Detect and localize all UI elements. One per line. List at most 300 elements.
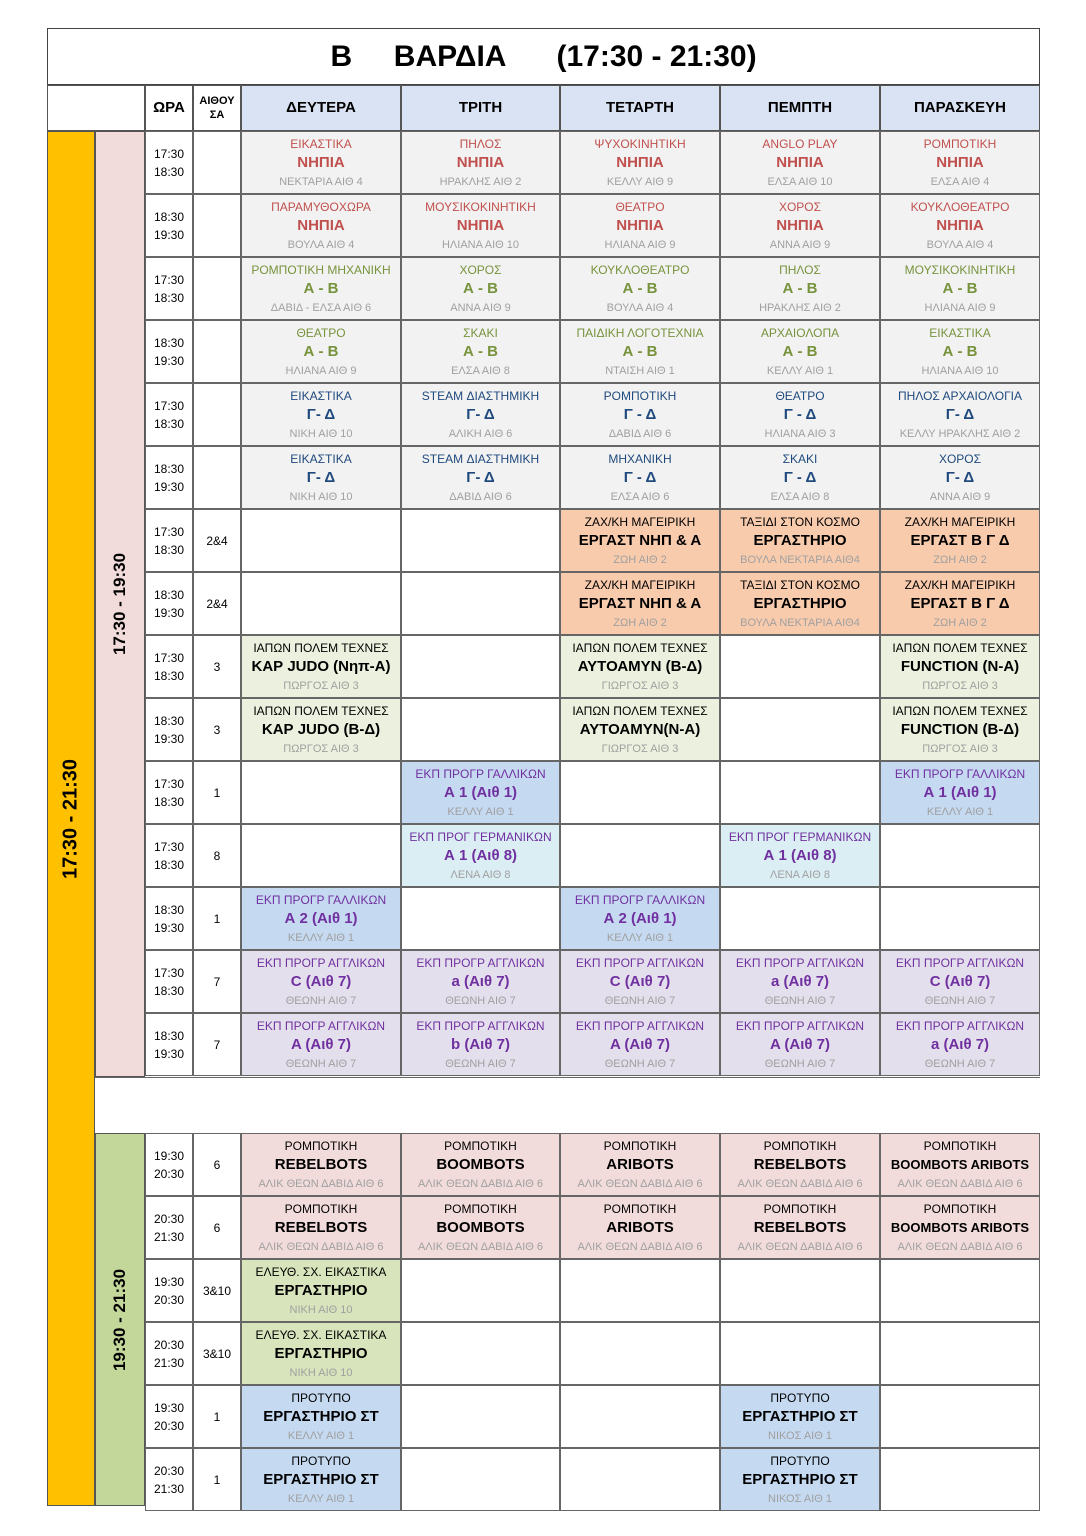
teacher-room: ΘΕΩΝΗ ΑΙΘ 7 bbox=[285, 1057, 357, 1070]
class-cell bbox=[401, 1196, 560, 1259]
empty-cell bbox=[401, 635, 560, 698]
class-group: ΕΡΓΑΣΤ Β Γ Δ bbox=[910, 531, 1010, 549]
class-group: Γ - Δ bbox=[783, 405, 817, 423]
class-cell bbox=[720, 383, 880, 446]
activity-name: ΕΚΠ ΠΡΟΓΡ ΑΓΓΛΙΚΩΝ bbox=[416, 1018, 545, 1033]
class-group: Α - Β bbox=[303, 279, 339, 297]
end-time: 20:30 bbox=[153, 1292, 185, 1307]
class-group: FUNCTION (N-A) bbox=[900, 657, 1020, 675]
activity-name: ΡΟΜΠΟΤΙΚΗ bbox=[603, 388, 677, 403]
room-cell bbox=[193, 194, 241, 257]
class-cell bbox=[401, 950, 560, 1013]
teacher-room: ΑΛΙΚ ΘΕΩΝ ΔΑΒΙΔ ΑΙΘ 6 bbox=[258, 1177, 384, 1190]
class-group: Γ- Δ bbox=[306, 405, 336, 423]
activity-name: ΖΑΧ/ΚΗ ΜΑΓΕΙΡΙΚΗ bbox=[904, 577, 1016, 592]
activity-name: ΧΟΡΟΣ bbox=[778, 199, 822, 214]
class-group: C (Αιθ 7) bbox=[609, 972, 671, 990]
activity-name: ΣΚΑΚΙ bbox=[463, 325, 498, 340]
class-group: b (Αιθ 7) bbox=[451, 1035, 510, 1053]
class-group: Α 1 (Αιθ 1) bbox=[443, 783, 518, 801]
class-group: Α - Β bbox=[942, 279, 978, 297]
class-cell bbox=[720, 446, 880, 509]
class-cell bbox=[880, 698, 1040, 761]
activity-name: ΕΚΠ ΠΡΟΓΡ ΑΓΓΛΙΚΩΝ bbox=[575, 955, 705, 970]
activity-name: ΕΚΠ ΠΡΟΓΡ ΑΓΓΛΙΚΩΝ bbox=[256, 955, 386, 970]
class-cell bbox=[241, 950, 401, 1013]
empty-cell bbox=[720, 698, 880, 761]
class-cell bbox=[401, 761, 560, 824]
start-time: 18:30 bbox=[153, 209, 185, 224]
start-time: 20:30 bbox=[153, 1337, 185, 1352]
class-group: ΑΥΤΟΑΜΥΝ (Β-Δ) bbox=[577, 657, 703, 675]
class-group: Α 1 (Αιθ 8) bbox=[443, 846, 518, 864]
activity-name: ΕΚΠ ΠΡΟΓΡ ΑΓΓΛΙΚΩΝ bbox=[735, 955, 865, 970]
room-cell: 3 bbox=[193, 698, 241, 761]
end-time: 18:30 bbox=[153, 857, 185, 872]
class-group: Α - Β bbox=[782, 342, 818, 360]
header-day: ΠΕΜΠΤΗ bbox=[720, 85, 880, 131]
teacher-room: ΔΑΒΙΔ - ΕΛΣΑ ΑΙΘ 6 bbox=[270, 301, 372, 314]
empty-cell bbox=[560, 824, 720, 887]
room-cell bbox=[193, 257, 241, 320]
teacher-room: ΚΕΛΛΥ ΑΙΘ 1 bbox=[287, 1429, 355, 1442]
activity-name: ΕΚΠ ΠΡΟΓΡ ΑΓΓΛΙΚΩΝ bbox=[895, 1018, 1025, 1033]
activity-name: ΠΗΛΟΣ bbox=[459, 136, 502, 151]
teacher-room: ΑΛΙΚ ΘΕΩΝ ΔΑΒΙΔ ΑΙΘ 6 bbox=[737, 1240, 863, 1253]
start-time: 17:30 bbox=[153, 398, 185, 413]
teacher-room: ΠΩΡΓΟΣ ΑΙΘ 3 bbox=[922, 742, 998, 755]
activity-name: ΠΡΟΤΥΠΟ bbox=[770, 1453, 830, 1468]
teacher-room: ΒΟΥΛΑ ΑΙΘ 4 bbox=[287, 238, 355, 251]
activity-name: ΠΑΡΑΜΥΘΟΧΩΡΑ bbox=[271, 199, 371, 214]
class-cell bbox=[880, 131, 1040, 194]
teacher-room: ΘΕΩΝΗ ΑΙΘ 7 bbox=[604, 1057, 676, 1070]
empty-cell bbox=[880, 824, 1040, 887]
activity-name: STEAM ΔΙΑΣΤΗΜΙΚΗ bbox=[421, 451, 540, 466]
teacher-room: ΛΕΝΑ ΑΙΘ 8 bbox=[770, 868, 830, 881]
activity-name: ΙΑΠΩΝ ΠΟΛΕΜ ΤΕΧΝΕΣ bbox=[892, 703, 1028, 718]
class-group: C (Αιθ 7) bbox=[929, 972, 991, 990]
teacher-room: ΗΡΑΚΛΗΣ ΑΙΘ 2 bbox=[439, 175, 522, 188]
class-cell bbox=[241, 698, 401, 761]
teacher-room: ΑΛΙΚ ΘΕΩΝ ΔΑΒΙΔ ΑΙΘ 6 bbox=[897, 1177, 1023, 1190]
room-cell: 1 bbox=[193, 1385, 241, 1448]
class-cell bbox=[241, 320, 401, 383]
activity-name: ΕΚΠ ΠΡΟΓΡ ΑΓΓΛΙΚΩΝ bbox=[895, 955, 1025, 970]
teacher-room: ΝΙΚΟΣ ΑΙΘ 1 bbox=[768, 1429, 832, 1442]
class-cell bbox=[880, 950, 1040, 1013]
class-group: A (Αιθ 7) bbox=[609, 1035, 671, 1053]
room-cell bbox=[193, 131, 241, 194]
class-cell bbox=[560, 383, 720, 446]
class-group: A (Αιθ 7) bbox=[290, 1035, 352, 1053]
class-cell bbox=[401, 1133, 560, 1196]
teacher-room: ΗΛΙΑΝΑ ΑΙΘ 3 bbox=[764, 427, 836, 440]
class-cell bbox=[880, 446, 1040, 509]
empty-cell bbox=[880, 1322, 1040, 1385]
activity-name: ΤΑΞΙΔΙ ΣΤΟΝ ΚΟΣΜΟ bbox=[740, 577, 860, 592]
room-cell bbox=[193, 320, 241, 383]
class-group: Γ- Δ bbox=[945, 405, 975, 423]
activity-name: ΨΥΧΟΚΙΝΗΤΙΚΗ bbox=[594, 136, 686, 151]
start-time: 19:30 bbox=[153, 1148, 185, 1163]
activity-name: ΠΗΛΟΣ ΑΡΧΑΙΟΛΟΓΙΑ bbox=[897, 388, 1023, 403]
activity-name: ΕΚΠ ΠΡΟΓ ΓΕΡΜΑΝΙΚΩΝ bbox=[728, 829, 872, 844]
time-cell bbox=[145, 320, 193, 383]
class-group: ΕΡΓΑΣΤΗΡΙΟ ΣΤ bbox=[263, 1470, 379, 1488]
teacher-room: ΕΛΣΑ ΑΙΘ 4 bbox=[930, 175, 990, 188]
teacher-room: ΑΛΙΚΗ ΑΙΘ 6 bbox=[448, 427, 513, 440]
time-cell bbox=[145, 194, 193, 257]
activity-name: ΙΑΠΩΝ ΠΟΛΕΜ ΤΕΧΝΕΣ bbox=[572, 640, 708, 655]
empty-cell bbox=[880, 1448, 1040, 1511]
activity-name: ΕΚΠ ΠΡΟΓΡ ΓΑΛΛΙΚΩΝ bbox=[255, 892, 387, 907]
empty-cell bbox=[401, 1448, 560, 1511]
activity-name: ΙΑΠΩΝ ΠΟΛΕΜ ΤΕΧΝΕΣ bbox=[253, 703, 389, 718]
class-group: Α - Β bbox=[622, 342, 658, 360]
class-cell bbox=[241, 1013, 401, 1076]
class-group: ΝΗΠΙΑ bbox=[456, 153, 505, 171]
empty-cell bbox=[401, 1322, 560, 1385]
empty-cell bbox=[241, 572, 401, 635]
header-day: ΤΕΤΑΡΤΗ bbox=[560, 85, 720, 131]
activity-name: ΕΙΚΑΣΤΙΚΑ bbox=[290, 451, 352, 466]
class-cell bbox=[720, 509, 880, 572]
class-group: Γ - Δ bbox=[623, 405, 657, 423]
class-group: ΕΡΓΑΣΤΗΡΙΟ bbox=[274, 1281, 368, 1299]
class-group: Γ - Δ bbox=[783, 468, 817, 486]
time-cell bbox=[145, 1322, 193, 1385]
teacher-room: ΚΕΛΛΥ ΑΙΘ 1 bbox=[447, 805, 514, 818]
activity-name: ΘΕΑΤΡΟ bbox=[296, 325, 346, 340]
class-cell bbox=[880, 257, 1040, 320]
activity-name: ΡΟΜΠΟΤΙΚΗ bbox=[444, 1201, 517, 1216]
teacher-room: ΝΙΚΗ ΑΙΘ 10 bbox=[289, 1366, 353, 1379]
teacher-room: ΝΙΚΗ ΑΙΘ 10 bbox=[289, 1303, 353, 1316]
activity-name: ΖΑΧ/ΚΗ ΜΑΓΕΙΡΙΚΗ bbox=[584, 514, 696, 529]
teacher-room: ΘΕΩΝΗ ΑΙΘ 7 bbox=[445, 1057, 516, 1070]
class-cell bbox=[401, 257, 560, 320]
class-group: ΕΡΓΑΣΤ ΝΗΠ & Α bbox=[578, 594, 702, 612]
class-group: a (Αιθ 7) bbox=[451, 972, 510, 990]
class-cell bbox=[720, 1385, 880, 1448]
class-group: C (Αιθ 7) bbox=[290, 972, 352, 990]
class-group: ΝΗΠΙΑ bbox=[297, 216, 345, 234]
class-cell bbox=[720, 257, 880, 320]
teacher-room: ΖΩΗ ΑΙΘ 2 bbox=[613, 553, 667, 566]
start-time: 17:30 bbox=[153, 839, 185, 854]
class-cell bbox=[560, 194, 720, 257]
class-group: ΑΥΤΟΑΜΥΝ(Ν-Α) bbox=[579, 720, 701, 738]
teacher-room: ΘΕΩΝΗ ΑΙΘ 7 bbox=[604, 994, 676, 1007]
end-time: 19:30 bbox=[153, 353, 185, 368]
end-time: 18:30 bbox=[153, 794, 185, 809]
class-cell bbox=[401, 446, 560, 509]
class-cell bbox=[241, 1259, 401, 1322]
teacher-room: ΚΕΛΛΥ ΑΙΘ 1 bbox=[766, 364, 834, 377]
activity-name: ΠΡΟΤΥΠΟ bbox=[770, 1390, 830, 1405]
empty-cell bbox=[720, 761, 880, 824]
teacher-room: ΕΛΣΑ ΑΙΘ 6 bbox=[610, 490, 670, 503]
teacher-room: ΒΟΥΛΑ ΝΕΚΤΑΡΙΑ ΑΙΘ4 bbox=[740, 553, 860, 566]
class-group: REBELBOTS bbox=[274, 1155, 368, 1173]
empty-cell bbox=[401, 572, 560, 635]
time-cell bbox=[145, 1133, 193, 1196]
empty-cell bbox=[560, 761, 720, 824]
teacher-room: ΓΙΩΡΓΟΣ ΑΙΘ 3 bbox=[601, 742, 679, 755]
class-cell bbox=[560, 131, 720, 194]
class-cell bbox=[241, 446, 401, 509]
class-group: ΕΡΓΑΣΤ Β Γ Δ bbox=[910, 594, 1010, 612]
class-cell bbox=[560, 509, 720, 572]
class-cell bbox=[880, 1133, 1040, 1196]
class-group: REBELBOTS bbox=[753, 1155, 847, 1173]
class-group: Α 1 (Αιθ 8) bbox=[763, 846, 837, 864]
start-time: 18:30 bbox=[153, 902, 185, 917]
teacher-room: ΝΤΑΙΣΗ ΑΙΘ 1 bbox=[605, 364, 675, 377]
teacher-room: ΚΕΛΛΥ ΑΙΘ 1 bbox=[606, 931, 674, 944]
room-cell: 3&10 bbox=[193, 1322, 241, 1385]
empty-cell bbox=[560, 1448, 720, 1511]
class-group: A (Αιθ 7) bbox=[769, 1035, 831, 1053]
class-group: BOOMBOTS bbox=[436, 1155, 525, 1173]
time-cell bbox=[145, 572, 193, 635]
class-group: ΝΗΠΙΑ bbox=[616, 153, 664, 171]
activity-name: ANGLO PLAY bbox=[762, 136, 838, 151]
empty-cell bbox=[880, 1385, 1040, 1448]
activity-name: ΠΡΟΤΥΠΟ bbox=[291, 1390, 351, 1405]
teacher-room: ΝΕΚΤΑΡΙΑ ΑΙΘ 4 bbox=[279, 175, 363, 188]
class-cell bbox=[880, 1196, 1040, 1259]
end-time: 19:30 bbox=[153, 731, 185, 746]
end-time: 20:30 bbox=[153, 1418, 185, 1433]
activity-name: ΙΑΠΩΝ ΠΟΛΕΜ ΤΕΧΝΕΣ bbox=[572, 703, 708, 718]
class-cell bbox=[720, 950, 880, 1013]
class-cell bbox=[880, 572, 1040, 635]
empty-cell bbox=[241, 824, 401, 887]
teacher-room: ΗΡΑΚΛΗΣ ΑΙΘ 2 bbox=[759, 301, 841, 314]
empty-cell bbox=[401, 698, 560, 761]
activity-name: ΠΑΙΔΙΚΗ ΛΟΓΟΤΕΧΝΙΑ bbox=[576, 325, 704, 340]
class-cell bbox=[401, 824, 560, 887]
class-group: Α - Β bbox=[622, 279, 658, 297]
class-group: ΚΑΡ JUDO (Νηπ-Α) bbox=[251, 657, 391, 675]
teacher-room: ΑΛΙΚ ΘΕΩΝ ΔΑΒΙΔ ΑΙΘ 6 bbox=[737, 1177, 863, 1190]
time-cell bbox=[145, 131, 193, 194]
class-group: ΝΗΠΙΑ bbox=[616, 216, 664, 234]
room-cell: 1 bbox=[193, 887, 241, 950]
room-cell: 1 bbox=[193, 1448, 241, 1511]
teacher-room: ΘΕΩΝΗ ΑΙΘ 7 bbox=[285, 994, 357, 1007]
teacher-room: ΒΟΥΛΑ ΝΕΚΤΑΡΙΑ ΑΙΘ4 bbox=[740, 616, 860, 629]
activity-name: ΠΗΛΟΣ bbox=[779, 262, 821, 277]
teacher-room: ΘΕΩΝΗ ΑΙΘ 7 bbox=[445, 994, 516, 1007]
class-cell bbox=[401, 131, 560, 194]
class-cell bbox=[241, 1385, 401, 1448]
class-cell bbox=[241, 257, 401, 320]
activity-name: ΡΟΜΠΟΤΙΚΗ bbox=[923, 1138, 997, 1153]
time-cell bbox=[145, 1385, 193, 1448]
activity-name: ΘΕΑΤΡΟ bbox=[615, 199, 665, 214]
start-time: 18:30 bbox=[153, 713, 185, 728]
room-cell: 2&4 bbox=[193, 509, 241, 572]
class-cell bbox=[241, 1196, 401, 1259]
empty-cell bbox=[720, 1322, 880, 1385]
class-cell bbox=[880, 761, 1040, 824]
activity-name: ΣΚΑΚΙ bbox=[782, 451, 818, 466]
teacher-room: ΑΛΙΚ ΘΕΩΝ ΔΑΒΙΔ ΑΙΘ 6 bbox=[417, 1240, 544, 1253]
class-cell bbox=[241, 131, 401, 194]
teacher-room: ΛΕΝΑ ΑΙΘ 8 bbox=[450, 868, 511, 881]
time-cell bbox=[145, 635, 193, 698]
class-group: ΕΡΓΑΣΤ ΝΗΠ & Α bbox=[578, 531, 702, 549]
teacher-room: ΗΛΙΑΝΑ ΑΙΘ 9 bbox=[604, 238, 676, 251]
end-time: 21:30 bbox=[153, 1481, 185, 1496]
class-cell bbox=[880, 194, 1040, 257]
activity-name: ΡΟΜΠΟΤΙΚΗ bbox=[763, 1138, 837, 1153]
empty-cell bbox=[560, 1322, 720, 1385]
class-cell bbox=[560, 950, 720, 1013]
room-cell: 7 bbox=[193, 1013, 241, 1076]
class-cell bbox=[560, 1196, 720, 1259]
class-cell bbox=[720, 824, 880, 887]
start-time: 18:30 bbox=[153, 461, 185, 476]
class-group: ARIBOTS bbox=[606, 1218, 674, 1236]
activity-name: ΙΑΠΩΝ ΠΟΛΕΜ ΤΕΧΝΕΣ bbox=[892, 640, 1028, 655]
end-time: 19:30 bbox=[153, 605, 185, 620]
period-band-label: 19:30 - 21:30 bbox=[110, 1268, 129, 1371]
header-time: ΩΡΑ bbox=[145, 85, 193, 131]
class-group: Γ- Δ bbox=[945, 468, 975, 486]
room-cell: 8 bbox=[193, 824, 241, 887]
start-time: 17:30 bbox=[153, 146, 185, 161]
activity-name: ΕΚΠ ΠΡΟΓΡ ΓΑΛΛΙΚΩΝ bbox=[415, 766, 546, 781]
start-time: 19:30 bbox=[153, 1274, 185, 1289]
activity-name: ΡΟΜΠΟΤΙΚΗ bbox=[763, 1201, 837, 1216]
teacher-room: ΚΕΛΛΥ ΑΙΘ 9 bbox=[606, 175, 674, 188]
empty-cell bbox=[560, 1385, 720, 1448]
class-cell bbox=[720, 1448, 880, 1511]
teacher-room: ΚΕΛΛΥ ΑΙΘ 1 bbox=[287, 931, 355, 944]
time-cell bbox=[145, 509, 193, 572]
activity-name: ΜΗΧΑΝΙΚΗ bbox=[608, 451, 672, 466]
teacher-room: ΝΙΚΗ ΑΙΘ 10 bbox=[289, 490, 353, 503]
activity-name: ΡΟΜΠΟΤΙΚΗ bbox=[603, 1201, 677, 1216]
teacher-room: ΠΩΡΓΟΣ ΑΙΘ 3 bbox=[283, 679, 359, 692]
activity-name: ΠΡΟΤΥΠΟ bbox=[291, 1453, 351, 1468]
teacher-room: ΖΩΗ ΑΙΘ 2 bbox=[933, 553, 987, 566]
activity-name: STEAM ΔΙΑΣΤΗΜΙΚΗ bbox=[421, 388, 540, 403]
class-cell bbox=[241, 1322, 401, 1385]
start-time: 17:30 bbox=[153, 524, 185, 539]
end-time: 18:30 bbox=[153, 668, 185, 683]
empty-cell bbox=[560, 1259, 720, 1322]
empty-cell bbox=[241, 761, 401, 824]
empty-cell bbox=[401, 1259, 560, 1322]
end-time: 19:30 bbox=[153, 227, 185, 242]
teacher-room: ΘΕΩΝΗ ΑΙΘ 7 bbox=[924, 1057, 996, 1070]
activity-name: ΡΟΜΠΟΤΙΚΗ bbox=[284, 1201, 358, 1216]
start-time: 17:30 bbox=[153, 965, 185, 980]
teacher-room: ΑΛΙΚ ΘΕΩΝ ΔΑΒΙΔ ΑΙΘ 6 bbox=[577, 1177, 703, 1190]
end-time: 18:30 bbox=[153, 290, 185, 305]
activity-name: ΕΚΠ ΠΡΟΓΡ ΓΑΛΛΙΚΩΝ bbox=[894, 766, 1026, 781]
empty-cell bbox=[241, 509, 401, 572]
teacher-room: ΖΩΗ ΑΙΘ 2 bbox=[613, 616, 667, 629]
time-cell bbox=[145, 950, 193, 1013]
time-cell bbox=[145, 446, 193, 509]
header-blank bbox=[47, 85, 145, 131]
class-cell bbox=[880, 509, 1040, 572]
activity-name: ΚΟΥΚΛΟΘΕΑΤΡΟ bbox=[910, 199, 1010, 214]
class-group: ΕΡΓΑΣΤΗΡΙΟ ΣΤ bbox=[263, 1407, 379, 1425]
end-time: 19:30 bbox=[153, 479, 185, 494]
class-cell bbox=[720, 1013, 880, 1076]
room-cell: 3&10 bbox=[193, 1259, 241, 1322]
activity-name: ΖΑΧ/ΚΗ ΜΑΓΕΙΡΙΚΗ bbox=[904, 514, 1016, 529]
room-cell bbox=[193, 446, 241, 509]
class-cell bbox=[720, 131, 880, 194]
teacher-room: ΑΛΙΚ ΘΕΩΝ ΔΑΒΙΔ ΑΙΘ 6 bbox=[417, 1177, 544, 1190]
header-day: ΔΕΥΤΕΡΑ bbox=[241, 85, 401, 131]
activity-name: ΜΟΥΣΙΚΟΚΙΝΗΤΙΚΗ bbox=[904, 262, 1016, 277]
period-band bbox=[95, 131, 145, 1077]
activity-name: ΤΑΞΙΔΙ ΣΤΟΝ ΚΟΣΜΟ bbox=[740, 514, 860, 529]
class-cell bbox=[560, 320, 720, 383]
teacher-room: ΕΛΣΑ ΑΙΘ 8 bbox=[770, 490, 830, 503]
end-time: 21:30 bbox=[153, 1355, 185, 1370]
class-group: Α - Β bbox=[463, 279, 498, 297]
teacher-room: ΠΩΡΓΟΣ ΑΙΘ 3 bbox=[922, 679, 998, 692]
activity-name: ΕΚΠ ΠΡΟΓΡ ΓΑΛΛΙΚΩΝ bbox=[574, 892, 706, 907]
teacher-room: ΑΝΝΑ ΑΙΘ 9 bbox=[450, 301, 511, 314]
class-cell bbox=[560, 257, 720, 320]
activity-name: ΕΛΕΥΘ. ΣΧ. ΕΙΚΑΣΤΙΚΑ bbox=[255, 1327, 387, 1342]
header-day: ΤΡΙΤΗ bbox=[401, 85, 560, 131]
class-cell bbox=[560, 698, 720, 761]
class-cell bbox=[720, 1196, 880, 1259]
class-group: Α - Β bbox=[303, 342, 339, 360]
start-time: 17:30 bbox=[153, 272, 185, 287]
room-cell bbox=[193, 383, 241, 446]
class-group: ΚΑΡ JUDO (Β-Δ) bbox=[261, 720, 381, 738]
class-cell bbox=[560, 887, 720, 950]
teacher-room: ΚΕΛΛΥ ΗΡΑΚΛΗΣ ΑΙΘ 2 bbox=[899, 427, 1021, 440]
activity-name: ΡΟΜΠΟΤΙΚΗ ΜΗΧΑΝΙΚΗ bbox=[251, 262, 391, 277]
activity-name: ΕΚΠ ΠΡΟΓΡ ΑΓΓΛΙΚΩΝ bbox=[735, 1018, 865, 1033]
activity-name: ΕΙΚΑΣΤΙΚΑ bbox=[929, 325, 991, 340]
activity-name: ΜΟΥΣΙΚΟΚΙΝΗΤΙΚΗ bbox=[425, 199, 536, 214]
class-group: Α - Β bbox=[782, 279, 818, 297]
teacher-room: ΕΛΣΑ ΑΙΘ 8 bbox=[451, 364, 510, 377]
empty-cell bbox=[401, 1385, 560, 1448]
start-time: 20:30 bbox=[153, 1463, 185, 1478]
activity-name: ΘΕΑΤΡΟ bbox=[775, 388, 825, 403]
empty-cell bbox=[720, 635, 880, 698]
outer-band-label: 17:30 - 21:30 bbox=[59, 758, 82, 879]
class-group: Γ- Δ bbox=[306, 468, 336, 486]
class-cell bbox=[241, 887, 401, 950]
class-group: ΕΡΓΑΣΤΗΡΙΟ bbox=[274, 1344, 368, 1362]
class-cell bbox=[241, 194, 401, 257]
class-group: ΕΡΓΑΣΤΗΡΙΟ bbox=[753, 594, 847, 612]
class-cell bbox=[241, 383, 401, 446]
teacher-room: ΘΕΩΝΗ ΑΙΘ 7 bbox=[764, 994, 836, 1007]
outer-band bbox=[47, 131, 95, 1506]
teacher-room: ΗΛΙΑΝΑ ΑΙΘ 10 bbox=[921, 364, 999, 377]
class-cell bbox=[560, 1013, 720, 1076]
room-cell: 6 bbox=[193, 1196, 241, 1259]
